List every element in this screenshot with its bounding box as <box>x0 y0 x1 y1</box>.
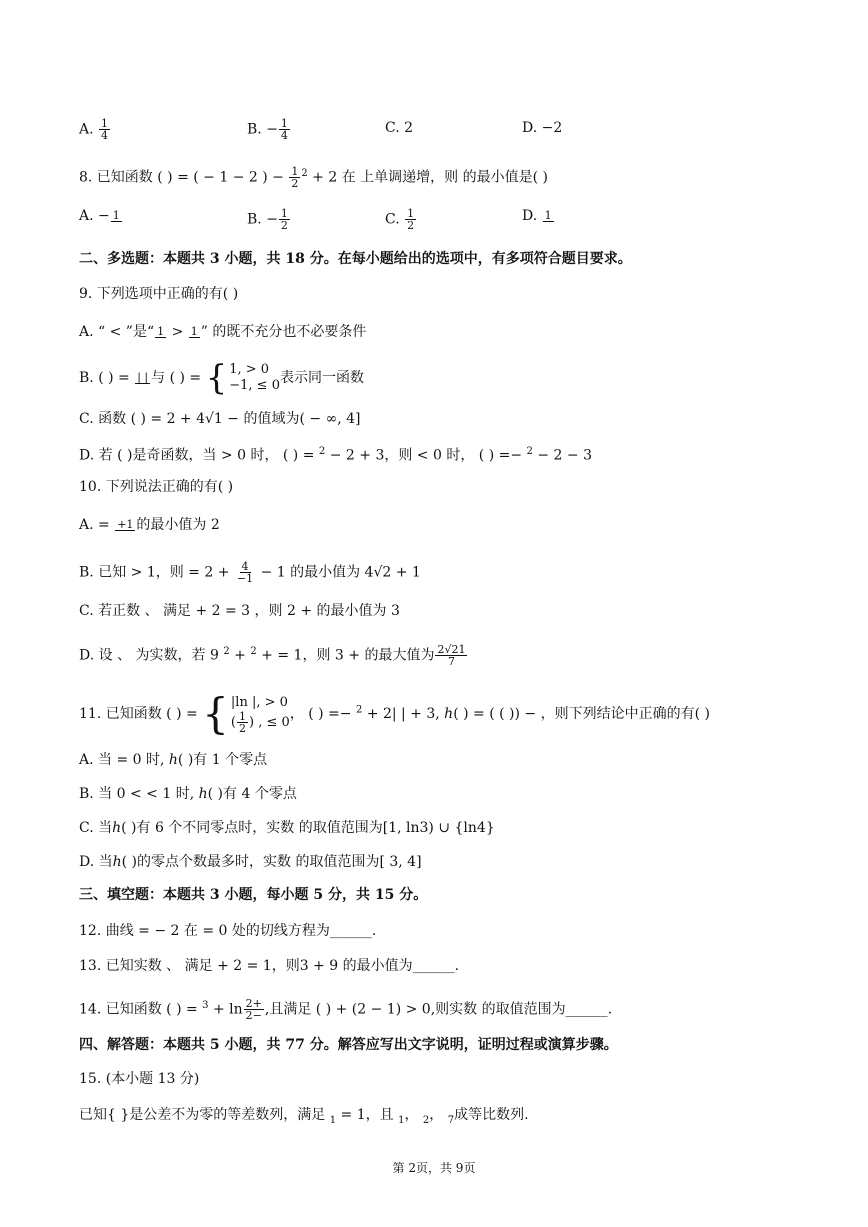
q9-stem: 9. 下列选项中正确的有( ) <box>79 286 239 302</box>
q7-option-a <box>79 118 111 141</box>
q10-option-a: A. = +1 的最小值为 2 <box>79 517 220 533</box>
q8-option-b: B. − $\frac{1}{2}$ <box>247 207 288 232</box>
q7-option-c: C. 2 <box>385 120 414 136</box>
q11-option-a: A. 当 = 0 时, ℎ( )有 1 个零点 <box>79 752 268 768</box>
q15-title: 15. (本小题 13 分) <box>79 1071 200 1087</box>
section-heading-multiple-choice: 二、多选题：本题共 3 小题，共 18 分。在每小题给出的选项中，有多项符合题目要求。 <box>79 251 632 267</box>
q11-option-d: D. 当ℎ( )的零点个数最多时，实数 的取值范围为[ 3, 4] <box>79 854 422 870</box>
option-label: A. <box>79 121 99 138</box>
q10-stem: 10. 下列说法正确的有( ) <box>79 479 234 495</box>
q13: 13. 已知实数 、 满足 + 2 = 1，则3 + 9 的最小值为______. <box>79 958 460 974</box>
q7-option-d: D. −2 <box>522 120 563 136</box>
q9-option-b: B. ( ) = | | 与 ( ) = { 1, > 0 −1, ≤ 0 表示同一函数 <box>79 358 364 398</box>
q8-option-d: D. 1 <box>522 208 552 224</box>
fraction: $\frac{1}{4}$ <box>101 117 109 142</box>
q11-stem: 11. 已知函数 ( ) = { |ln |, > 0 ( $\frac{1}{2}$ ) , ≤ 0 ， ( ) =− $^2$ + 2| | + 3, ℎ( ) = ( ( )) − ，则下列结论中正确的有( ) <box>79 689 710 738</box>
q8-option-c: C. $\frac{1}{2}$ <box>385 207 415 232</box>
q9-option-c: C. 函数 ( ) = 2 + 4√1 − 的值域为( − ∞, 4] <box>79 411 361 427</box>
option-label: B. − <box>247 121 278 138</box>
q9-option-a: A. “ < ”是“ 1 > 1 ” 的既不充分也不必要条件 <box>79 324 367 340</box>
page-footer: 第 2页，共 9页 <box>392 1161 476 1175</box>
fraction: $\frac{1}{4}$ <box>280 117 288 142</box>
q8-option-a: A. − 1 <box>79 208 120 224</box>
q10-option-b: B. 已知 > 1，则 = 2 + $\frac{4}{-1}$ − 1 的最小值为 4√2 + 1 <box>79 560 421 585</box>
q11-option-b: B. 当 0 < < 1 时, ℎ( )有 4 个零点 <box>79 786 297 802</box>
q12: 12. 曲线 = − 2 在 = 0 处的切线方程为______. <box>79 923 377 939</box>
q9-option-d: D. 若 ( )是奇函数，当 > 0 时， ( ) = $^2$ − 2 + 3，则 < 0 时， ( ) =− $^2$ − 2 − 3 <box>79 446 592 464</box>
piecewise-brace: { |ln |, > 0 ( $\frac{1}{2}$ ) , ≤ 0 <box>202 689 290 738</box>
section-heading-fill-in: 三、填空题：本题共 3 小题，每小题 5 分，共 15 分。 <box>79 887 428 903</box>
q14: 14. 已知函数 ( ) = $^3$ + ln $\frac{2+}{2-}$ ,且满足 ( ) + (2 − 1) > 0,则实数 的取值范围为______. <box>79 997 613 1023</box>
q11-option-c: C. 当ℎ( )有 6 个不同零点时，实数 的取值范围为[1, ln3) ∪ {ln4} <box>79 820 495 836</box>
section-heading-solutions: 四、解答题：本题共 5 小题，共 77 分。解答应写出文字说明，证明过程或演算步骤。 <box>79 1037 618 1053</box>
q10-option-d: D. 设 、 为实数，若 9 $^2$ + $^2$ + = 1，则 3 + 的最大值为 $\frac{2√21}{7}$ <box>79 643 466 669</box>
q10-option-c: C. 若正数 、 满足 + 2 = 3 ，则 2 + 的最小值为 3 <box>79 603 400 619</box>
piecewise-brace: { 1, > 0 −1, ≤ 0 <box>205 358 280 398</box>
fraction: $\frac{1}{2}$ <box>291 165 299 191</box>
q15-stem: 已知{ }是公差不为零的等差数列，满足 $_1$ = 1，且 $_1$， $_2$， $_7$成等比数列. <box>79 1107 529 1126</box>
q7-option-b <box>247 118 291 141</box>
q8-stem: 8. 已知函数 ( ) = ( − 1 − 2 ) − $\frac{1}{2}$ $^2$ + 2 在 上单调递增，则 的最小值是( ) <box>79 165 548 191</box>
